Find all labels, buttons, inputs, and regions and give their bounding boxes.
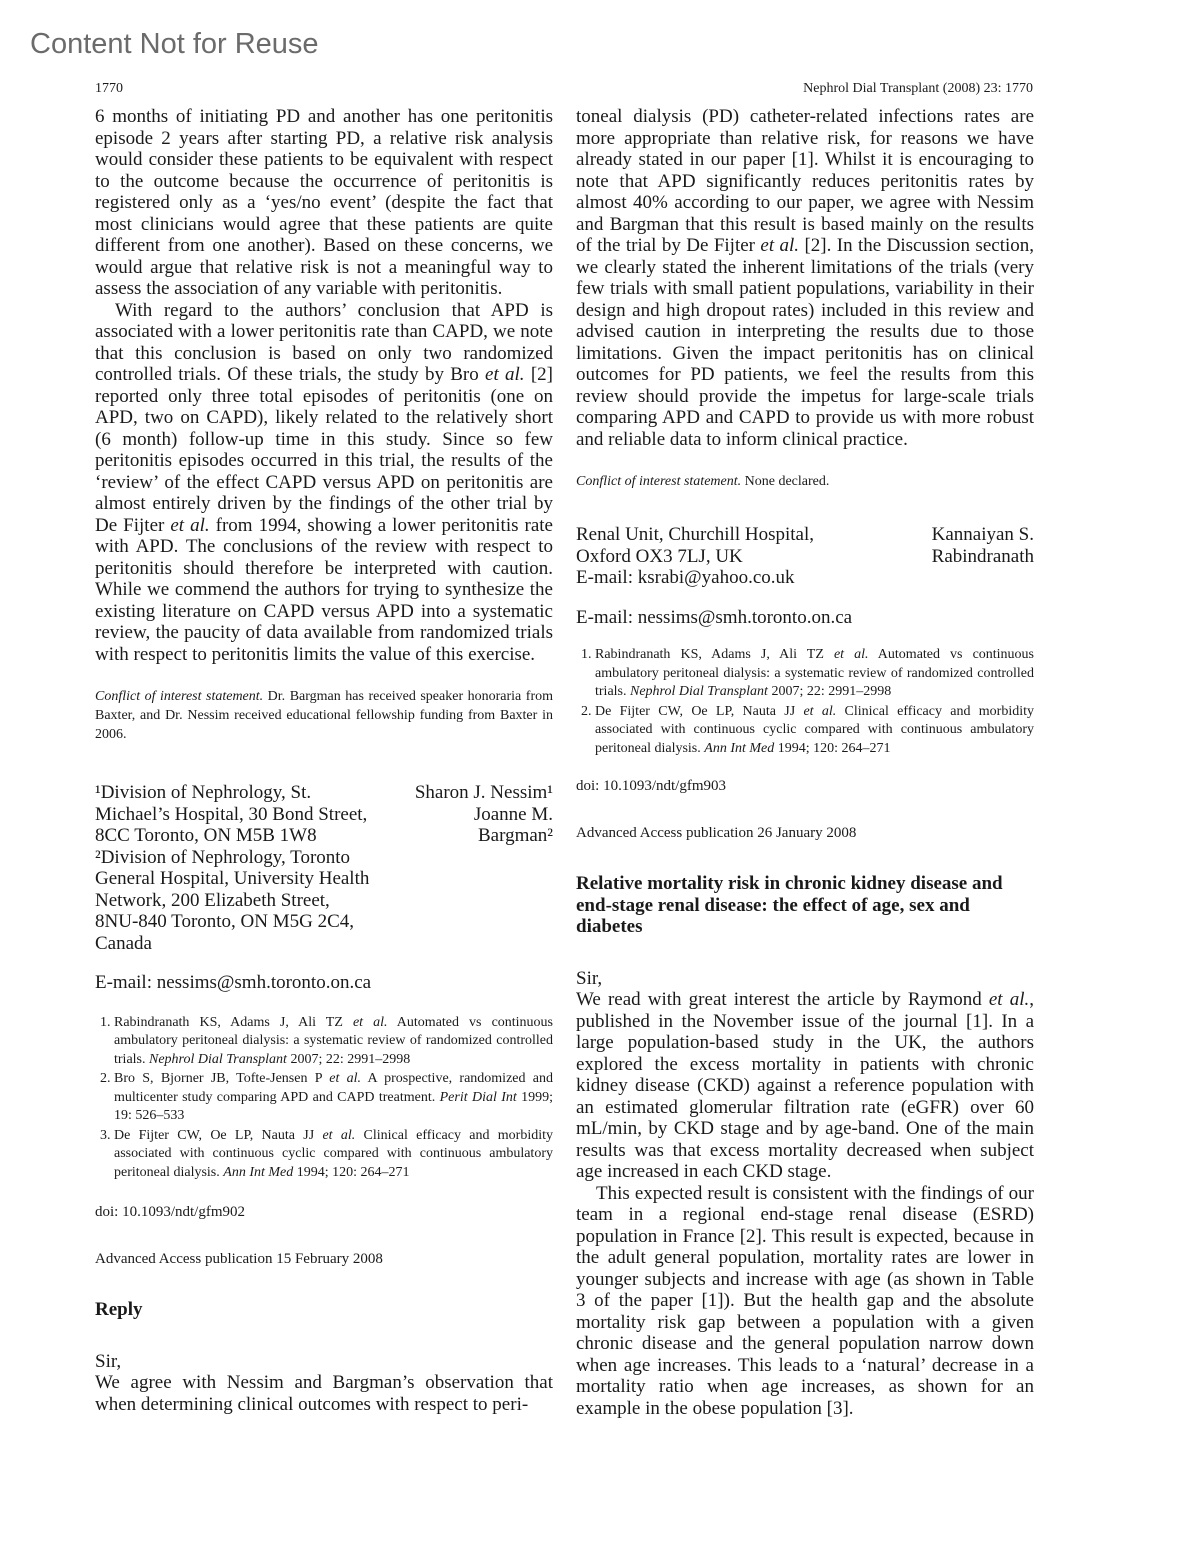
- reference-item: 2. De Fijter CW, Oe LP, Nauta JJ et al. Clinical efficacy and morbidity associated with continuous cyclic compared with continuous ambulatory peritoneal dialysis. Ann Int Med 1994; 120: 264–271: [595, 703, 1034, 759]
- reference-item: 3. De Fijter CW, Oe LP, Nauta JJ et al. Clinical efficacy and morbidity associated with continuous cyclic compared with continuous ambulatory peritoneal dialysis. Ann Int Med 1994; 120: 264–271: [114, 1127, 553, 1183]
- address: Renal Unit, Churchill Hospital, Oxford OX3 7LJ, UK E-mail: ksrabi@yahoo.co.uk: [576, 524, 815, 588]
- right-paragraph-1: toneal dialysis (PD) catheter-related infections rates are more appropriate than relative risk, for reasons we have already stated in our paper [1]. Whilst it is encouraging to note that APD significantly reduces peritonitis rates by almost 40% according to our paper, we agree with Nessim and Bargman that this result is based mainly on the results of the trial by De Fijter et al. [2]. In the Discussion section, we clearly stated the inherent limitations of the trials (very few trials with small patient populations, variability in their design and high dropout rates) included in this review and advised caution in interpreting the results due to those limitations. Given the impact peritonitis has on clinical outcomes for PD patients, we feel the results from this review should provide the impetus for large-scale trials comparing APD and CAPD to provide us with more robust and reliable data to inform clinical practice.: [576, 106, 1034, 450]
- right-column: [576, 106, 1034, 1419]
- reference-list: [576, 646, 1034, 758]
- reference-item: 2. Bro S, Bjorner JB, Tofte-Jensen P et al. A prospective, randomized and multicenter study comparing APD and CAPD treatment. Perit Dial Int 1999; 19: 526–533: [114, 1070, 553, 1126]
- right-paragraph-2: We read with great interest the article by Raymond et al., published in the November issue of the journal [1]. In a large population-based study in the UK, the authors explored the excess mortality in patients with chronic kidney disease (CKD) against a reference population with an estimated glomerular filtration rate (eGFR) over 60 mL/min, by CKD stage and by age-band. One of the main results was that excess mortality decreased when subject age increased in each CKD stage.: [576, 989, 1034, 1182]
- doi: doi: 10.1093/ndt/gfm902: [95, 1204, 245, 1220]
- reply-heading: Reply: [95, 1299, 143, 1320]
- advance-access: Advanced Access publication 15 February 2008: [95, 1251, 383, 1267]
- reply-paragraph: We agree with Nessim and Bargman’s observation that when determining clinical outcomes with respect to peri-: [95, 1372, 553, 1415]
- advance-access: Advanced Access publication 26 January 2008: [576, 825, 857, 841]
- watermark: Content Not for Reuse: [30, 28, 319, 60]
- conflict-of-interest: Conflict of interest statement. Dr. Bargman has received speaker honoraria from Baxter, and Dr. Nessim received educational fellowship funding from Baxter in 2006.: [95, 689, 553, 742]
- page-number: 1770: [95, 81, 123, 96]
- left-paragraph-2: With regard to the authors’ conclusion that APD is associated with a lower peritonitis rate than CAPD, we note that this conclusion is based on only two randomized controlled trials. Of these trials, the study by Bro et al. [2] reported only three total episodes of peritonitis (one on APD, two on CAPD), likely related to the relatively short (6 month) follow-up time in this study. Since so few peritonitis episodes occurred in this trial, the results of the ‘review’ of the effect CAPD versus APD on peritonitis are almost entirely driven by the findings of the other trial by De Fijter et al. from 1994, showing a lower peritonitis rate with APD. The conclusions of the review with respect to peritonitis should therefore be interpreted with caution. While we commend the authors for trying to synthesize the existing literature on CAPD versus APD into a systematic review, the paucity of data available from randomized trials with respect to peritonitis limits the value of this exercise.: [95, 299, 553, 665]
- author-names: Sharon J. Nessim¹ Joanne M. Bargman²: [414, 782, 553, 846]
- right-paragraph-3: This expected result is consistent with the findings of our team in a regional end-stage renal disease (ESRD) population in France [2]. This result is expected, because in the adult general population, mortality rates are lower in younger subjects and increase with age (as shown in Table 3 of the paper [1]). But the health gap and the absolute mortality risk gap between a population with a given chronic disease and the general population narrow down when age increases. This leads to a ‘natural’ decrease in a mortality ratio when age increases, as shown for an example in the obese population [3].: [576, 1182, 1034, 1419]
- left-paragraph-1: 6 months of initiating PD and another has one peritonitis episode 2 years after starting PD, a relative risk analysis would consider these patients to be equivalent with respect to the outcome because the occurrence of peritonitis is registered only as a ‘yes/no event’ (despite the fact that most clinicians would agree that these patients are quite different from one another). Based on these concerns, we would argue that relative risk is not a meaningful way to assess the association of any variable with peritonitis.: [95, 106, 553, 299]
- author-address-block: [95, 782, 553, 954]
- author-address-block: [576, 524, 1034, 589]
- journal-citation: Nephrol Dial Transplant (2008) 23: 1770: [803, 81, 1033, 96]
- author-email: E-mail: nessims@smh.toronto.on.ca: [95, 972, 372, 993]
- reference-list: [95, 1014, 553, 1183]
- left-column: [95, 106, 553, 1415]
- address: ¹Division of Nephrology, St. Michael’s Hospital, 30 Bond Street, 8CC Toronto, ON M5B 1W8 ²Division of Nephrology, Toronto General Hospital, University Health Network, 200 Elizabeth Street, 8NU-840 Toronto, ON M5G 2C4, Canada: [95, 782, 370, 954]
- reference-item: 1. Rabindranath KS, Adams J, Ali TZ et al. Automated vs continuous ambulatory peritoneal dialysis: a systematic review of randomized controlled trials. Nephrol Dial Transplant 2007; 22: 2991–2998: [595, 646, 1034, 702]
- doi: doi: 10.1093/ndt/gfm903: [576, 778, 726, 794]
- salutation: Sir,: [576, 967, 603, 989]
- author-email: E-mail: nessims@smh.toronto.on.ca: [576, 606, 853, 628]
- conflict-of-interest: Conflict of interest statement. None declared.: [576, 474, 830, 489]
- author-names: Kannaiyan S. Rabindranath: [931, 524, 1034, 567]
- reference-item: 1. Rabindranath KS, Adams J, Ali TZ et al. Automated vs continuous ambulatory peritoneal dialysis: a systematic review of randomized controlled trials. Nephrol Dial Transplant 2007; 22: 2991–2998: [114, 1014, 553, 1070]
- salutation: Sir,: [95, 1350, 122, 1372]
- article-title: Relative mortality risk in chronic kidney disease and end-stage renal disease: the effect of age, sex and diabetes: [576, 873, 1003, 937]
